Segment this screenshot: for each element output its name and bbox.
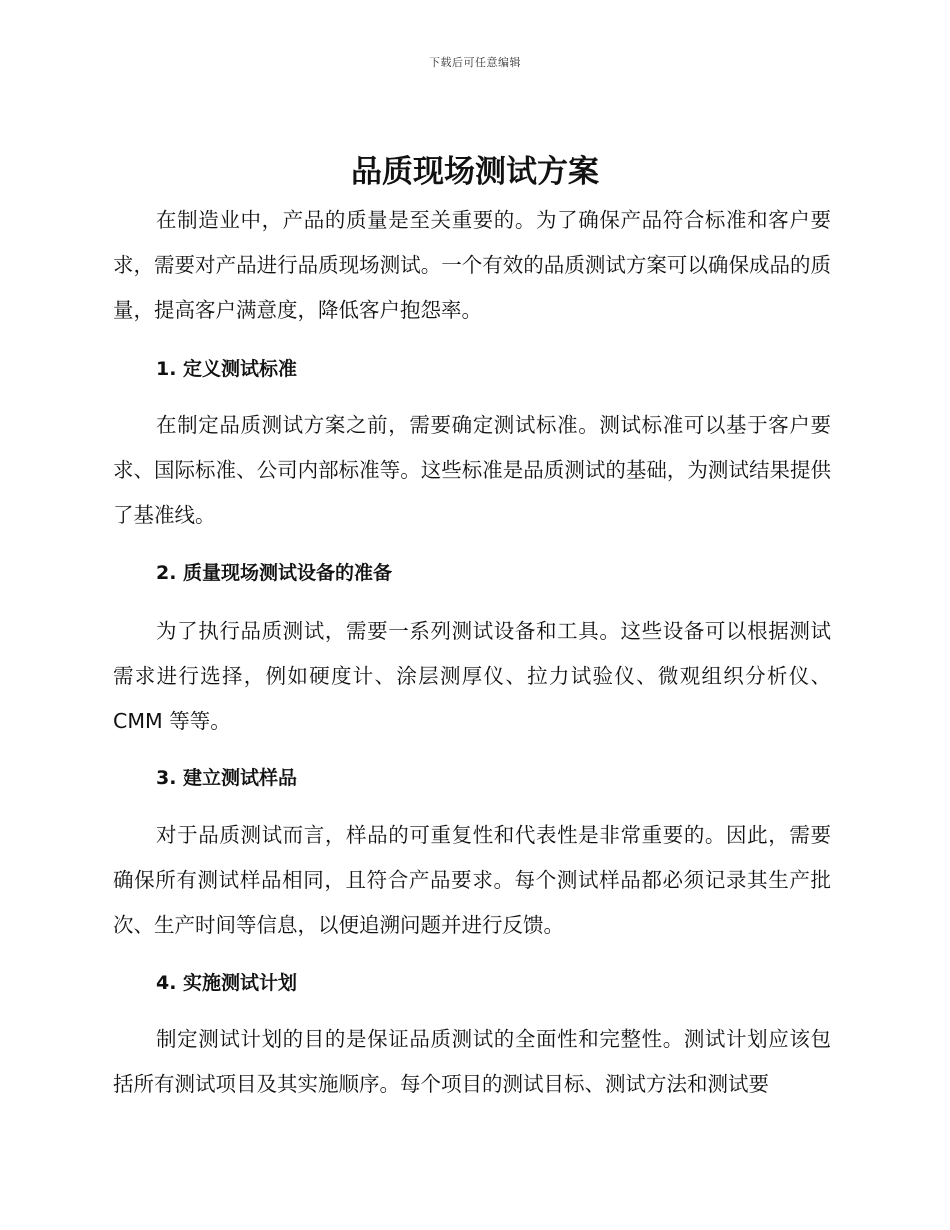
section-heading-4: 4. 实施测试计划 (156, 972, 298, 994)
section-body-2: 为了执行品质测试，需要一系列测试设备和工具。这些设备可以根据测试需求进行选择，例如硬度计、涂层测厚仪、拉力试验仪、微观组织分析仪、CMM 等等。 (113, 619, 831, 733)
section-heading-2: 2. 质量现场测试设备的准备 (156, 562, 393, 584)
section-body-1: 在制定品质测试方案之前，需要确定测试标准。测试标准可以基于客户要求、国际标准、公司内部标准等。这些标准是品质测试的基础，为测试结果提供了基准线。 (113, 413, 831, 527)
section-body-3: 对于品质测试而言，样品的可重复性和代表性是非常重要的。因此，需要确保所有测试样品相同，且符合产品要求。每个测试样品都必须记录其生产批次、生产时间等信息，以便追溯问题并进行反馈。 (113, 823, 831, 937)
section-heading-3: 3. 建立测试样品 (156, 767, 298, 789)
section-heading-1: 1. 定义测试标准 (156, 358, 298, 380)
document-title: 品质现场测试方案 (351, 154, 599, 190)
intro-paragraph: 在制造业中，产品的质量是至关重要的。为了确保产品符合标准和客户要求，需要对产品进行品质现场测试。一个有效的品质测试方案可以确保成品的质量，提高客户满意度，降低客户抱怨率。 (113, 208, 831, 322)
header-note: 下载后可任意编辑 (429, 56, 521, 69)
section-body-4: 制定测试计划的目的是保证品质测试的全面性和完整性。测试计划应该包括所有测试项目及其实施顺序。每个项目的测试目标、测试方法和测试要 (113, 1027, 831, 1096)
